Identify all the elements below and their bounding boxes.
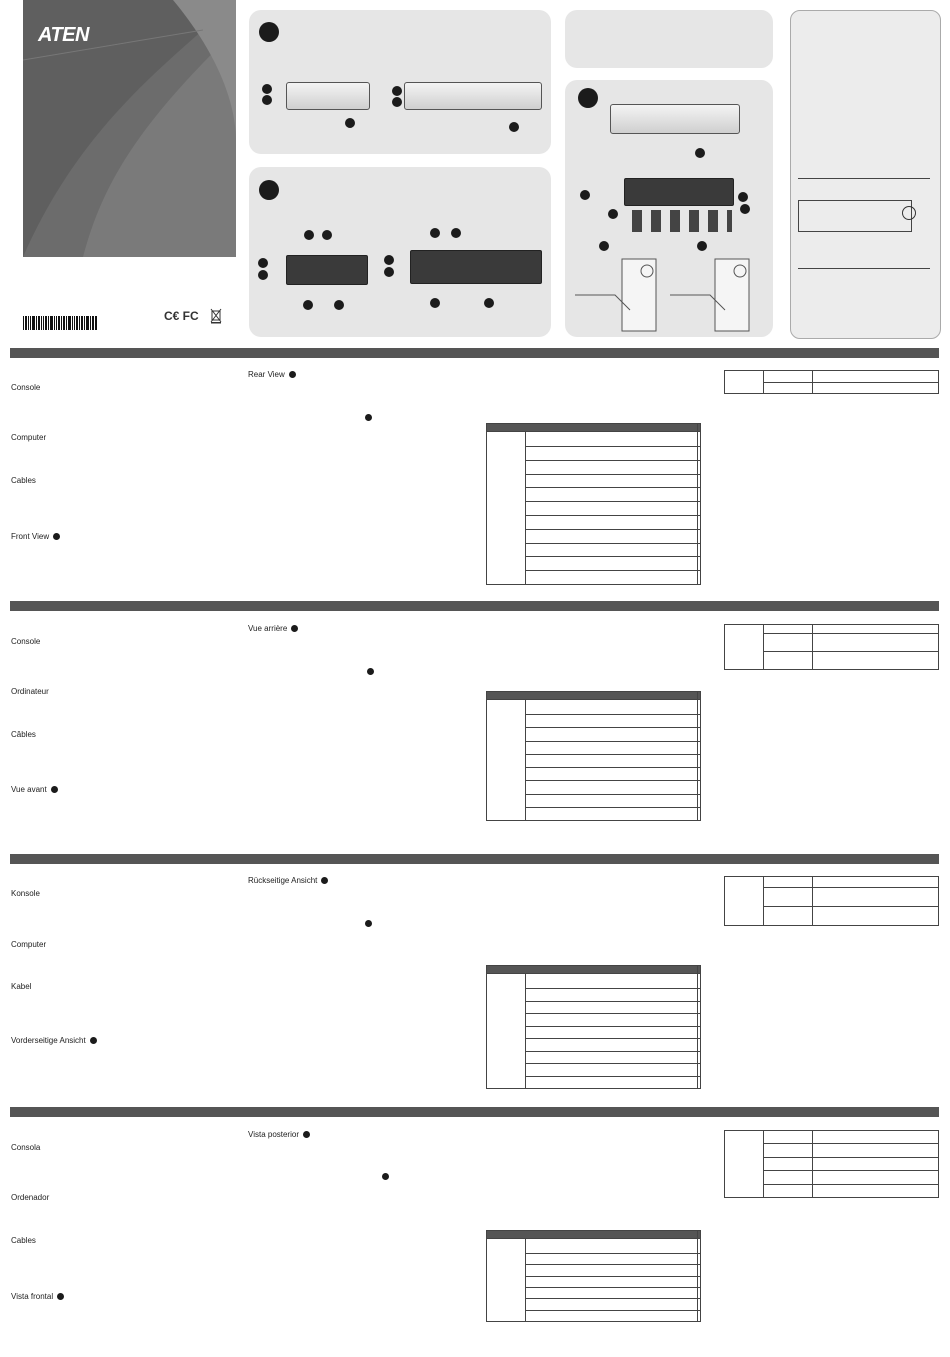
- cables-heading: Câbles: [11, 730, 36, 739]
- section-header-bar: [10, 854, 939, 864]
- peripherals-illustration: [630, 155, 730, 175]
- diagram-panel-note: [565, 10, 773, 68]
- callout-3b: [509, 122, 519, 132]
- computer-heading: Computer: [11, 940, 47, 949]
- callout-install-4: [740, 204, 750, 214]
- device-installation-rear: [624, 178, 734, 206]
- cables-heading: Cables: [11, 476, 36, 485]
- callout-rear-5: [303, 300, 313, 310]
- spec-table: [486, 1230, 701, 1322]
- callout-rear-6b: [484, 298, 494, 308]
- callout-rear-4b: [451, 228, 461, 238]
- certification-marks: C€ FC: [164, 309, 199, 323]
- cables-heading: Cables: [11, 1236, 36, 1245]
- spec-table: [486, 423, 701, 585]
- weee-bin-icon: [210, 308, 222, 324]
- barcode-image: [23, 316, 97, 330]
- callout-rear-1b: [384, 255, 394, 265]
- callout-1b: [392, 86, 402, 96]
- spec-table: [486, 691, 701, 821]
- computer-heading: Ordenador: [11, 1193, 50, 1202]
- divider: [798, 268, 930, 269]
- callout-install-2: [580, 190, 590, 200]
- callout-2b: [392, 97, 402, 107]
- cables-heading: Kabel: [11, 982, 32, 991]
- callout-2: [262, 95, 272, 105]
- package-table: [724, 370, 939, 394]
- computer-heading: Ordinateur: [11, 687, 49, 696]
- callout-1: [262, 84, 272, 94]
- device-4port-front: [404, 82, 542, 110]
- inline-callout: [382, 1173, 389, 1180]
- callout-rear-2: [258, 270, 268, 280]
- compliance-box: [790, 10, 941, 339]
- front-view-heading: Vorderseitige Ansicht: [11, 1036, 97, 1045]
- section-header-bar: [10, 601, 939, 611]
- package-table: [724, 624, 939, 670]
- front-view-heading: Vue avant: [11, 785, 58, 794]
- callout-install-5: [608, 209, 618, 219]
- rear-view-heading: Rückseitige Ansicht: [248, 876, 328, 885]
- callout-rear-1: [258, 258, 268, 268]
- section-header-bar: [10, 1107, 939, 1117]
- connected-pcs-illustration: [632, 210, 732, 232]
- rear-view-heading: Rear View: [248, 370, 296, 379]
- console-heading: Konsole: [11, 889, 40, 898]
- rear-view-heading: Vista posterior: [248, 1130, 310, 1139]
- spec-table: [486, 965, 701, 1089]
- section-header-bar: [10, 348, 939, 358]
- device-installation-front: [610, 104, 740, 134]
- callout-rear-3b: [430, 228, 440, 238]
- callout-install-7: [697, 241, 707, 251]
- front-view-heading: Vista frontal: [11, 1292, 64, 1301]
- package-table: [724, 1130, 939, 1198]
- brand-logo: ATEN: [38, 24, 89, 46]
- console-heading: Consola: [11, 1143, 41, 1152]
- device-2port-rear: [286, 255, 368, 285]
- rohs-table: [798, 200, 912, 232]
- rohs-20-badge: [902, 206, 916, 220]
- callout-rear-3: [304, 230, 314, 240]
- callout-install-6: [599, 241, 609, 251]
- inline-callout: [367, 668, 374, 675]
- callout-rear-2b: [384, 267, 394, 277]
- callout-3: [345, 118, 355, 128]
- rear-view-heading: Vue arrière: [248, 624, 298, 633]
- inline-callout: [365, 920, 372, 927]
- divider: [798, 178, 930, 179]
- console-heading: Console: [11, 637, 41, 646]
- computer-heading: Computer: [11, 433, 47, 442]
- computer-towers-illustration: [575, 255, 765, 335]
- package-table: [724, 876, 939, 926]
- callout-rear-4: [322, 230, 332, 240]
- step-marker-b: [259, 180, 279, 200]
- device-2port-front: [286, 82, 370, 110]
- step-marker-a: [259, 22, 279, 42]
- front-view-heading: Front View: [11, 532, 60, 541]
- callout-rear-5b: [430, 298, 440, 308]
- step-marker-c: [578, 88, 598, 108]
- inline-callout: [365, 414, 372, 421]
- console-heading: Console: [11, 383, 41, 392]
- callout-rear-6: [334, 300, 344, 310]
- device-4port-rear: [410, 250, 542, 284]
- callout-install-3: [738, 192, 748, 202]
